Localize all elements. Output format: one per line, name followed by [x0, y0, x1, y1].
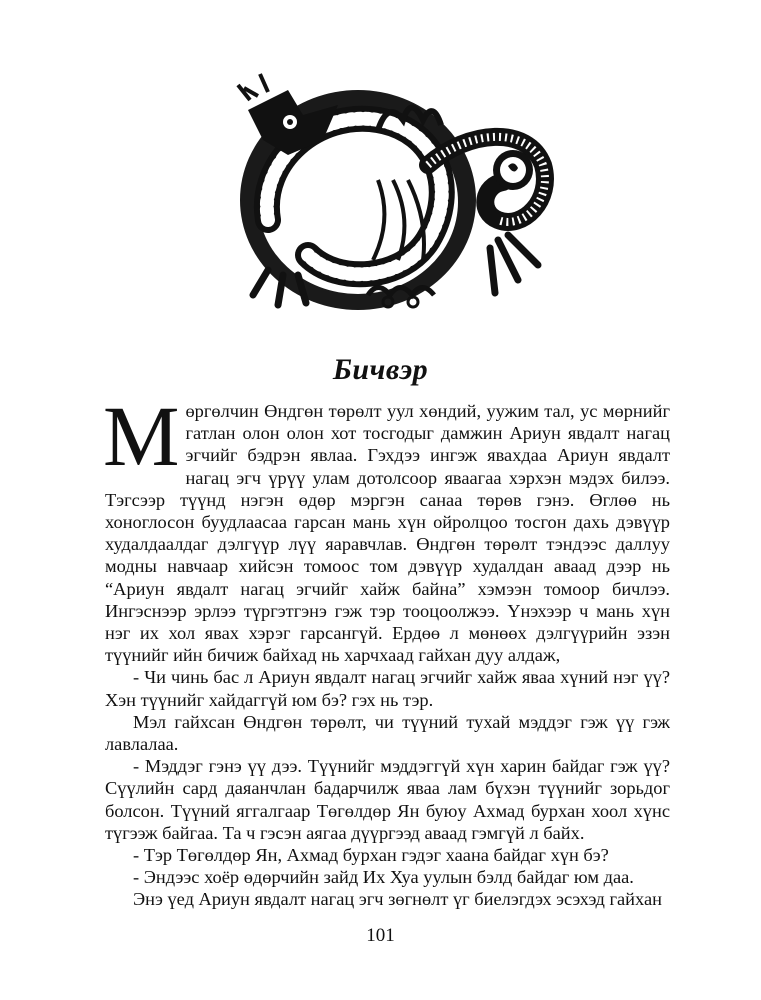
page-number: 101	[366, 925, 395, 946]
drop-cap: М	[103, 388, 180, 484]
paragraph-6: - Эндээс хоёр өдөрчийн зайд Их Хуа уулын бэлд байдаг юм даа.	[133, 867, 634, 888]
paragraph-1-text: өргөлчин Өндгөн төрөлт уул хөндий, уужим тал, ус мөрнийг гатлан олон олон хот тосгодыг дамжин Ариун явдалт нагац эгчийг бэдрэн явлаа. Гэхдээ ингэж явахдаа Ариун явдалт нагац эгч үрүү улам дотолсоор яваагаа хэрхэн мэдэх билээ. Тэгсээр түүнд нэгэн өдөр мэргэн санаа төрөв гэнэ. Өглөө нь хоноглосон буудлаасаа гарсан мань хүн ойролцоо тосгон дахь дэвүүр худалдаалдаг дэлгүүр лүү яаравчлав. Өндгөн төрөлт тэндээс даллуу модны навчаар хийсэн томоос том дэвүүр худалдан аваад дээр нь “Ариун явдалт нагац эгчийг хайж байна” хэмээн томоор бичлээ. Ингэснээр эрлээ түргэтгэнэ гэж тэр тооцоолжээ. Үнэхээр ч мань хүн нэг их хол явах хэрэг гарсангүй. Ердөө л мөнөөх дэлгүүрийн эзэн түүнийг ийн бичиж байхад нь харчхаад гайхан дуу алдаж,	[105, 401, 670, 666]
paragraph-7: Энэ үед Ариун явдалт нагац эгч зөгнөлт үг биелэгдэх эсэхэд гайхан	[133, 889, 662, 910]
text-body	[103, 388, 670, 911]
paragraph-1	[103, 388, 670, 666]
chapter-title: Бичвэр	[332, 353, 429, 386]
paragraph-2: - Чи чинь бас л Ариун явдалт нагац эгчийг хайж яваа хүний нэг үү? Хэн түүнийг хайдаггүй юм бэ? гэх нь тэр.	[105, 667, 670, 710]
paragraph-5: - Тэр Төгөлдөр Ян, Ахмад бурхан гэдэг хаана байдаг хүн бэ?	[133, 845, 609, 866]
dragon-woodcut-icon	[228, 70, 558, 315]
dragon-illustration	[228, 70, 558, 315]
paragraph-3: Мэл гайхсан Өндгөн төрөлт, чи түүний тухай мэддэг гэж үү гэж лавлалаа.	[105, 711, 670, 755]
paragraph-4: - Мэддэг гэнэ үү дээ. Түүнийг мэддэггүй хүн харин байдаг гэж үү? Сүүлийн сард даяанчлан бадарчилж яваа лам бүхэн түүнийг зорьдог болсон. Түүний яггалгаар Төгөлдөр Ян буюу Ахмад бурхан хоол хүнс түгээж байгаа. Та ч гэсэн аягаа дүүргээд аваад гэмгүй л байх.	[105, 756, 670, 843]
